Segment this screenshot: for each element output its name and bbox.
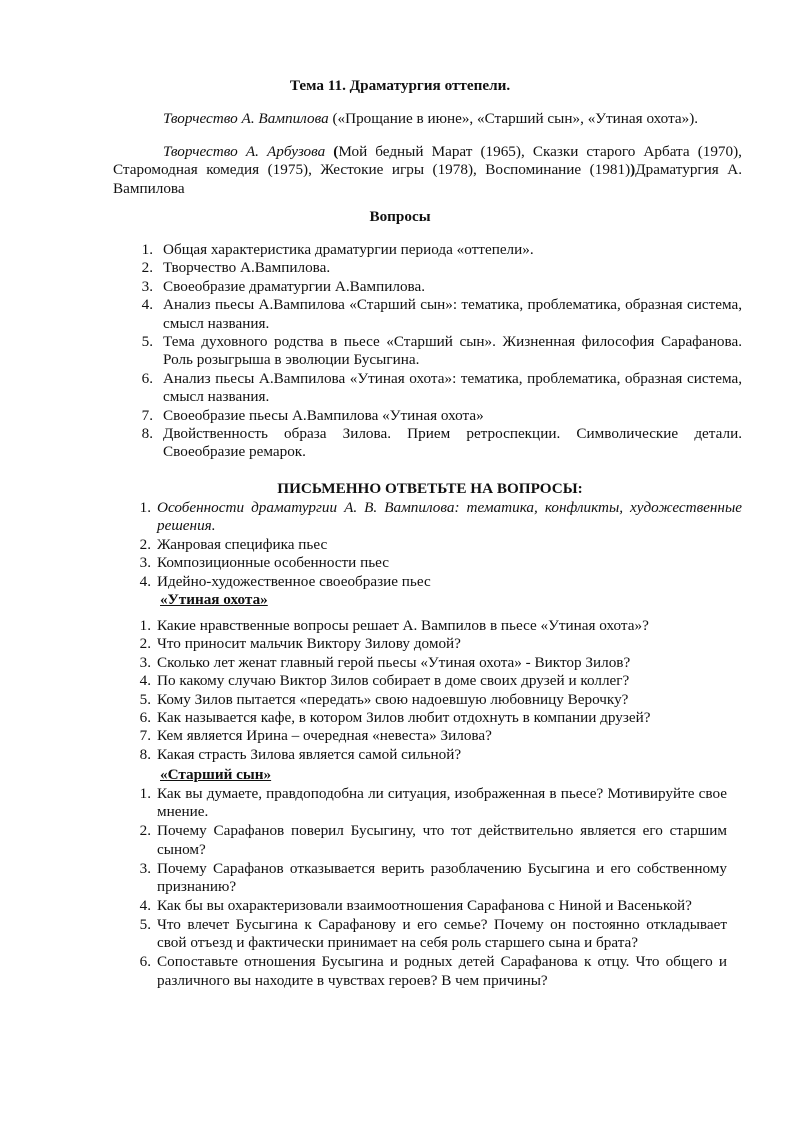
- written-question-item: [139, 535, 742, 554]
- son-question-item: [139, 915, 727, 953]
- page-title: Тема 11. Драматургия оттепели.: [289, 77, 511, 94]
- written-list: [139, 499, 742, 591]
- son-question-item: [139, 822, 727, 859]
- duck-heading: «Утиная охота»: [160, 591, 268, 608]
- son-question-item-text: Что влечет Бусыгина к Сарафанову и его семье? Почему он постоянно откладывает свой отъезд и фактически принимает на себя роль старшего сына и брата?: [157, 915, 727, 952]
- son-question-item-number: 5.: [139, 915, 151, 933]
- duck-question-item-number: 2.: [139, 635, 151, 653]
- vampilov-paragraph: [113, 110, 742, 128]
- question-item-text: Тема духовного родства в пьесе «Старший сын». Жизненная философия Сарафанова. Роль розыгрыша в эволюции Бусыгина.: [163, 333, 742, 369]
- duck-question-item-text: Сколько лет женат главный герой пьесы «Утиная охота» - Виктор Зилов?: [157, 653, 631, 671]
- arbuzov-rest: Мой бедный Марат (1965), Сказки старого Арбата (1970), Старомодная комедия (1975), Жестокие игры (1978), Воспоминание (1981): [113, 143, 742, 179]
- question-item-text: Своеобразие драматургии А.Вампилова.: [163, 277, 426, 295]
- question-item: [141, 241, 742, 259]
- question-item: [141, 406, 742, 425]
- written-question-item: [139, 554, 742, 572]
- duck-question-item: [139, 635, 742, 653]
- question-item-text: Двойственность образа Зилова. Прием ретроспекции. Символические детали. Своеобразие ремарок.: [163, 425, 742, 461]
- son-question-item: [139, 953, 727, 990]
- duck-questions-list: [139, 617, 742, 764]
- question-item: [141, 425, 742, 462]
- son-question-item-text: Как бы вы охарактеризовали взаимоотношения Сарафанова с Ниной и Васенькой?: [157, 896, 692, 914]
- written-question-item-text: Особенности драматургии А. В. Вампилова: тематика, конфликты, художественные решения.: [157, 499, 742, 535]
- arbuzov-open-paren: (: [325, 143, 339, 160]
- son-question-item-number: 6.: [139, 953, 151, 971]
- arbuzov-close-paren: ): [630, 161, 636, 179]
- question-item-number: 8.: [141, 425, 153, 443]
- vampilov-lead: Творчество А. Вампилова: [163, 110, 329, 127]
- vampilov-rest: («Прощание в июне», «Старший сын», «Утиная охота»).: [328, 110, 699, 127]
- son-question-item-number: 1.: [139, 785, 151, 802]
- duck-question-item-text: Кому Зилов пытается «передать» свою надоевшую любовницу Верочку?: [157, 690, 629, 708]
- son-heading: «Старший сын»: [160, 766, 272, 783]
- question-item-text: Анализ пьесы А.Вампилова «Старший сын»: тематика, проблематика, образная система, смысл названия.: [163, 296, 742, 332]
- duck-question-item-text: Что приносит мальчик Виктору Зилову домой?: [157, 635, 461, 653]
- son-question-item: [139, 896, 727, 915]
- arbuzov-lead: Творчество А. Арбузова: [163, 143, 326, 160]
- written-question-item: [139, 572, 742, 591]
- son-question-item: [139, 785, 727, 822]
- question-item: [141, 296, 742, 333]
- son-question-item-number: 2.: [139, 822, 151, 840]
- duck-question-item: [139, 709, 742, 727]
- duck-question-item-number: 7.: [139, 727, 151, 745]
- duck-question-item: [139, 745, 742, 764]
- question-item-number: 6.: [141, 369, 153, 387]
- duck-question-item-number: 4.: [139, 672, 151, 690]
- question-item-number: 5.: [141, 333, 153, 351]
- son-question-item-text: Почему Сарафанов поверил Бусыгину, что тот действительно является его старшим сыном?: [157, 822, 727, 858]
- duck-question-item: [139, 672, 742, 690]
- question-item-text: Анализ пьесы А.Вампилова «Утиная охота»: тематика, проблематика, образная система, смысл названия.: [163, 369, 742, 406]
- written-heading: ПИСЬМЕННО ОТВЕТЬТЕ НА ВОПРОСЫ:: [277, 480, 583, 497]
- duck-question-item-number: 1.: [139, 617, 151, 634]
- arbuzov-paragraph: [113, 143, 742, 198]
- question-item: [141, 277, 742, 296]
- duck-question-item-number: 5.: [139, 690, 151, 708]
- duck-question-item-number: 8.: [139, 745, 151, 763]
- question-item-text: Своеобразие пьесы А.Вампилова «Утиная охота»: [163, 406, 484, 424]
- question-item-number: 7.: [141, 406, 153, 424]
- son-question-item-text: Почему Сарафанов отказывается верить разоблачению Бусыгина и его собственному признанию?: [157, 859, 727, 896]
- written-question-item-number: 4.: [139, 572, 151, 590]
- question-item-text: Творчество А.Вампилова.: [163, 259, 331, 277]
- questions-list: [141, 241, 742, 462]
- written-question-item-number: 2.: [139, 535, 151, 553]
- duck-question-item-text: Как называется кафе, в котором Зилов любит отдохнуть в компании друзей?: [157, 709, 651, 727]
- son-question-item-text: Сопоставьте отношения Бусыгина и родных детей Сарафанова к отцу. Что общего и различного вы находите в чувствах героев? В чем причины?: [157, 953, 727, 989]
- son-question-item-number: 3.: [139, 859, 151, 877]
- duck-question-item-number: 3.: [139, 653, 151, 671]
- duck-question-item-text: Какая страсть Зилова является самой сильной?: [157, 745, 462, 763]
- question-item: [141, 259, 742, 277]
- duck-question-item: [139, 617, 742, 635]
- question-item-number: 3.: [141, 277, 153, 295]
- arbuzov-tail: Драматургия А. Вампилова: [113, 161, 743, 197]
- questions-heading: Вопросы: [369, 208, 431, 225]
- question-item: [141, 333, 742, 370]
- duck-question-item-text: Кем является Ирина – очередная «невеста» Зилова?: [157, 727, 492, 745]
- written-question-item: [139, 499, 742, 536]
- duck-question-item: [139, 653, 742, 672]
- written-question-item-text: Жанровая специфика пьес: [157, 535, 328, 553]
- duck-question-item: [139, 690, 742, 709]
- son-questions-list: [139, 785, 727, 990]
- written-question-item-text: Композиционные особенности пьес: [157, 554, 390, 572]
- question-item-number: 1.: [141, 241, 153, 258]
- written-question-item-number: 1.: [139, 499, 151, 516]
- question-item-number: 2.: [141, 259, 153, 277]
- son-question-item-text: Как вы думаете, правдоподобна ли ситуация, изображенная в пьесе? Мотивируйте свое мнение.: [157, 785, 727, 821]
- duck-question-item-text: Какие нравственные вопросы решает А. Вампилов в пьесе «Утиная охота»?: [157, 617, 649, 634]
- written-question-item-text: Идейно-художественное своеобразие пьес: [157, 572, 431, 590]
- son-question-item-number: 4.: [139, 896, 151, 914]
- question-item-number: 4.: [141, 296, 153, 314]
- question-item: [141, 369, 742, 407]
- son-question-item: [139, 859, 727, 897]
- duck-question-item: [139, 727, 742, 745]
- duck-question-item-number: 6.: [139, 709, 151, 727]
- duck-question-item-text: По какому случаю Виктор Зилов собирает в доме своих друзей и коллег?: [157, 672, 630, 690]
- question-item-text: Общая характеристика драматургии периода «оттепели».: [163, 241, 534, 258]
- written-question-item-number: 3.: [139, 554, 151, 572]
